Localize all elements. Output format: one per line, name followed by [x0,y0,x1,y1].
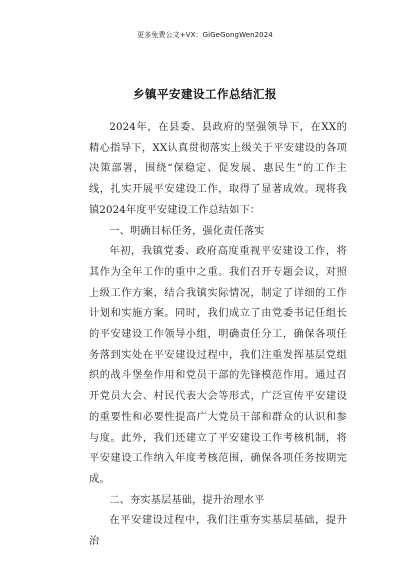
header-note: 更多免费公文+VX：GiGeGongWen2024 [137,31,273,39]
intro-paragraph: 2024年，在县委、县政府的坚强领导下，在XX的精心指导下，XX认真贯彻落实上级关于平安建设的各项决策部署，围绕“保稳定、促发展、惠民生”的工作主线，扎实开展平安建设工作，取得了显著成效。现将我镇2024年度平安建设工作总结如下： [89,122,347,216]
document-body [89,118,347,553]
section-heading-1: 一、明确目标任务，强化责任落实 [109,225,265,237]
section-heading-2: 二、夯实基层基础，提升治理水平 [109,494,265,506]
document-title: 乡镇平安建设工作总结汇报 [133,87,277,101]
section-2-paragraph: 在平安建设过程中，我们注重夯实基层基础，提升治 [89,515,347,548]
section-1-paragraph: 年初，我镇党委、政府高度重视平安建设工作，将其作为全年工作的重中之重。我们召开专题会议，对照上级工作方案，结合我镇实际情况，制定了详细的工作计划和实施方案。同时，我们成立了由党委书记任组长的平安建设工作领导小组，明确责任分工，确保各项任务落到实处在平安建设过程中，我们注重发挥基层党组织的战斗堡垒作用和党员干部的先锋模范作用。通过召开党员大会、村民代表大会等形式，广泛宣传平安建设的重要性和必要性提高广大党员干部和群众的认识和参与度。此外，我们还建立了平安建设工作考核机制，将平安建设工作纳入年度考核范围，确保各项任务按期完成。 [89,246,347,485]
